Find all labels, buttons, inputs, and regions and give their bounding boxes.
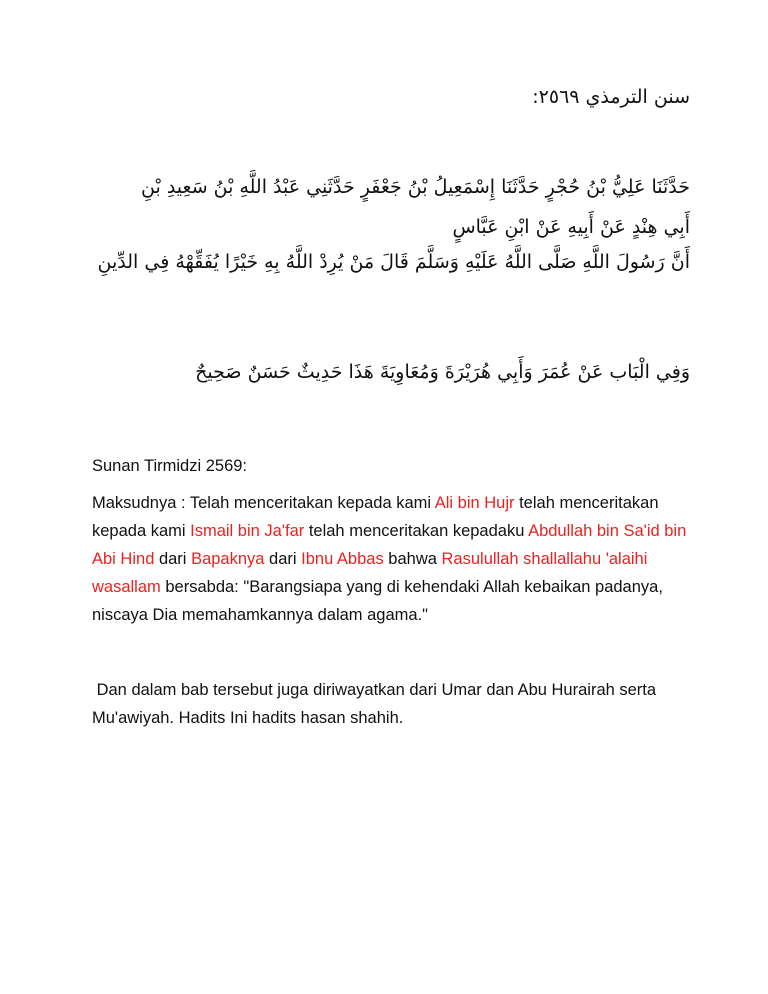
arabic-isnad-line-1: حَدَّثَنَا عَلِيُّ بْنُ حُجْرٍ حَدَّثَنَا إِسْمَعِيلُ بْنُ جَعْفَرٍ حَدَّثَنِي عَبْدُ اللَّهِ بْنُ سَعِيدِ بْنِ	[141, 176, 690, 198]
translation-text: bersabda: "Barangsiapa yang di kehendaki Allah kebaikan padanya, niscaya Dia memahamkannya dalam agama."	[92, 578, 663, 624]
translation-text: dari	[154, 550, 192, 568]
arabic-hadith-text: أَنَّ رَسُولَ اللَّهِ صَلَّى اللَّهُ عَلَيْهِ وَسَلَّمَ قَالَ مَنْ يُرِدْ اللَّهُ بِهِ خَيْرًا يُفَقِّهْهُ فِي الدِّينِ	[97, 251, 690, 273]
narrator-name: Abdullah bin Sa'id bin Abi Hind	[92, 522, 687, 568]
translation-text: telah menceritakan kepadaku	[304, 522, 529, 540]
arabic-isnad-line-2: أَبِي هِنْدٍ عَنْ أَبِيهِ عَنْ ابْنِ عَبَّاسٍ	[452, 216, 690, 238]
translation-text: telah menceritakan kepada kami	[92, 494, 659, 540]
narrator-name: Ali bin Hujr	[434, 494, 515, 512]
narrator-name: Ismail bin Ja'far	[190, 522, 305, 540]
translation-text: Maksudnya : Telah menceritakan kepada kami	[92, 494, 435, 512]
narrator-name: Bapaknya	[191, 550, 265, 568]
translation-paragraph	[92, 489, 692, 629]
latin-source-title: Sunan Tirmidzi 2569:	[92, 457, 248, 475]
arabic-source-title: سنن الترمذي ٢٥٦٩:	[532, 86, 690, 108]
translation-text: dari	[264, 550, 302, 568]
arabic-closing-remark: وَفِي الْبَاب عَنْ عُمَرَ وَأَبِي هُرَيْرَةَ وَمُعَاوِيَةَ هَذَا حَدِيثٌ حَسَنٌ صَحِيحٌ	[195, 361, 690, 383]
narrator-name: Ibnu Abbas	[301, 550, 384, 568]
prophet-name: Rasulullah shallallahu 'alaihi wasallam	[92, 550, 648, 596]
closing-note-paragraph: Dan dalam bab tersebut juga diriwayatkan dari Umar dan Abu Hurairah serta Mu'awiyah. Hadits Ini hadits hasan shahih.	[92, 681, 661, 727]
translation-text: bahwa	[383, 550, 442, 568]
